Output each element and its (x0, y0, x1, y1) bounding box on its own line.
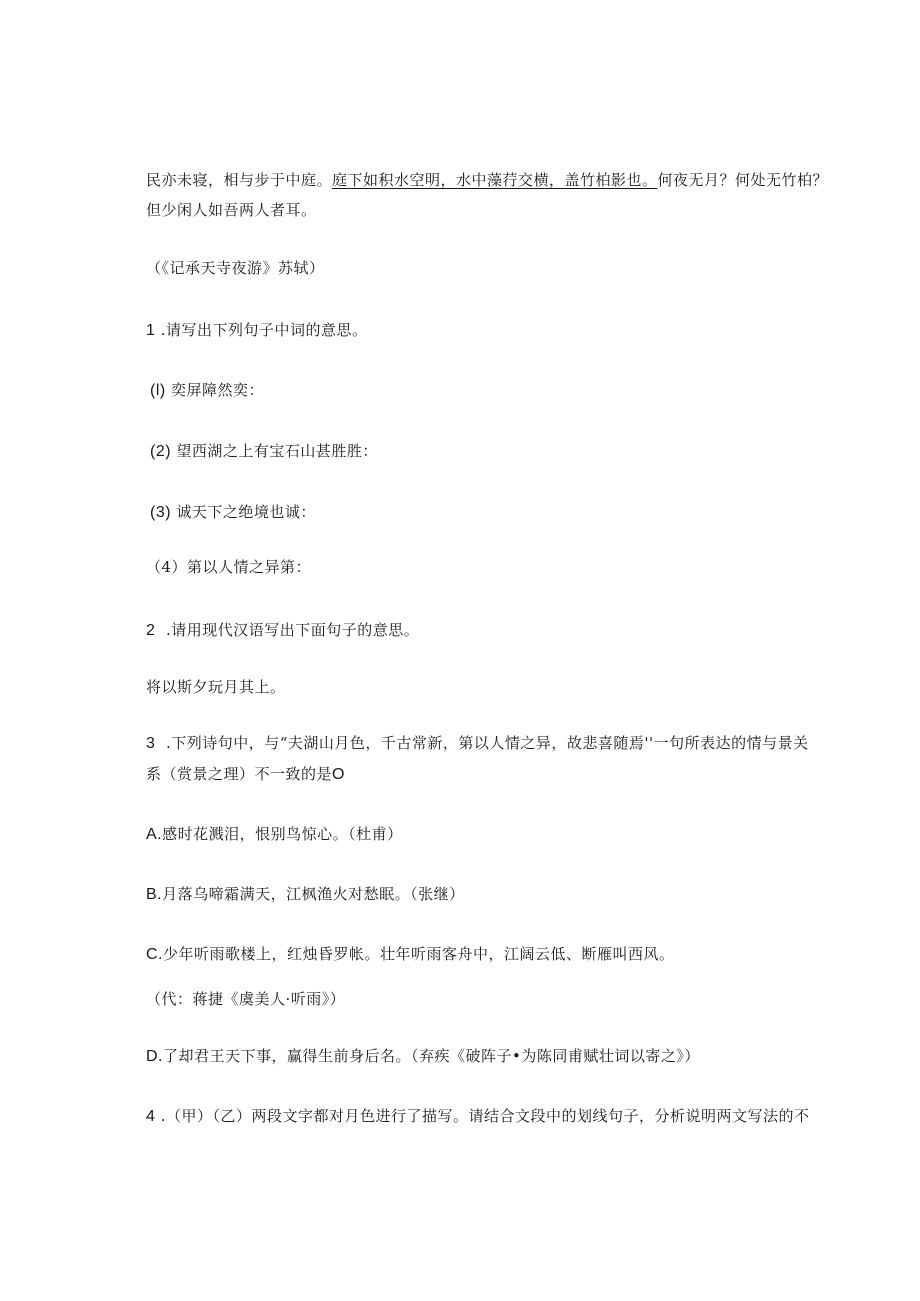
q3-option-d (146, 1046, 700, 1067)
question-number: 3 (146, 735, 156, 752)
q1-item-4 (146, 557, 311, 577)
q3-option-a (146, 824, 403, 845)
q3-option-c-source: （代：蒋捷《虞美人·听雨》） (146, 990, 346, 1008)
option-label: C. (146, 946, 163, 963)
question-text: .请写出下列句子中词的意思。 (160, 321, 368, 339)
item-text: 奕屏障然奕： (171, 381, 265, 399)
item-text: 第以人情之异第： (187, 558, 312, 576)
question-3-line-1 (146, 733, 809, 754)
question-text: .请用现代汉语写出下面句子的意思。 (165, 621, 420, 639)
question-4 (146, 1106, 809, 1127)
underlined-sentence: 庭下如积水空明，水中藻荇交横，盖竹柏影也。 (332, 171, 658, 189)
passage-text: 何夜无月？何处无竹柏？ (657, 171, 829, 189)
item-label: (3) (150, 504, 172, 521)
question-2 (146, 620, 419, 641)
option-label: A. (146, 826, 163, 843)
q3-option-b (146, 884, 465, 905)
q2-sentence: 将以斯夕玩月其上。 (146, 678, 286, 696)
option-text: 感时花溅泪，恨别鸟惊心。（杜甫） (162, 825, 403, 843)
item-label: (2) (150, 443, 172, 460)
item-text: 望西湖之上有宝石山甚胜胜： (176, 442, 378, 460)
q1-item-3 (150, 502, 316, 523)
question-3-line-2 (146, 764, 345, 785)
option-label: B. (146, 886, 163, 903)
item-label: (l) (150, 382, 166, 399)
question-number: 4 (146, 1108, 156, 1125)
option-text: 了却君王天下事，赢得生前身后名。（弃疾《破阵子•为陈同甫赋壮词以寄之》） (163, 1047, 700, 1065)
item-text: 诚天下之绝境也诚： (176, 503, 316, 521)
q1-item-1 (150, 380, 264, 401)
q3-option-c (146, 944, 675, 965)
question-text: 系（赏景之理）不一致的是 (146, 765, 333, 783)
question-text: .下列诗句中，与“夫湖山月色，千古常新，第以人情之异，故悲喜随焉''一句所表达的情与景关 (165, 734, 809, 752)
passage-line-1 (146, 170, 828, 190)
q1-item-2 (150, 441, 378, 462)
question-text: .（甲）（乙）两段文字都对月色进行了描写。请结合文段中的划线句子，分析说明两文写法的不 (160, 1107, 810, 1125)
option-label: D. (146, 1048, 163, 1065)
option-text: 月落乌啼霜满天，江枫渔火对愁眠。（张继） (162, 885, 465, 903)
question-number: 2 (146, 622, 156, 639)
passage-line-2: 但少闲人如吾两人者耳。 (146, 201, 317, 219)
answer-blank-mark: O (332, 766, 345, 783)
question-1 (146, 320, 367, 341)
option-text: 少年听雨歌楼上，红烛昏罗帐。壮年听雨客舟中，江阔云低、断雁叫西风。 (163, 945, 675, 963)
passage-text: 民亦未寝，相与步于中庭。 (146, 171, 333, 189)
passage-source: （《记承天寺夜游》苏轼） (146, 259, 325, 277)
item-label: （4） (146, 558, 188, 576)
question-number: 1 (146, 322, 156, 339)
